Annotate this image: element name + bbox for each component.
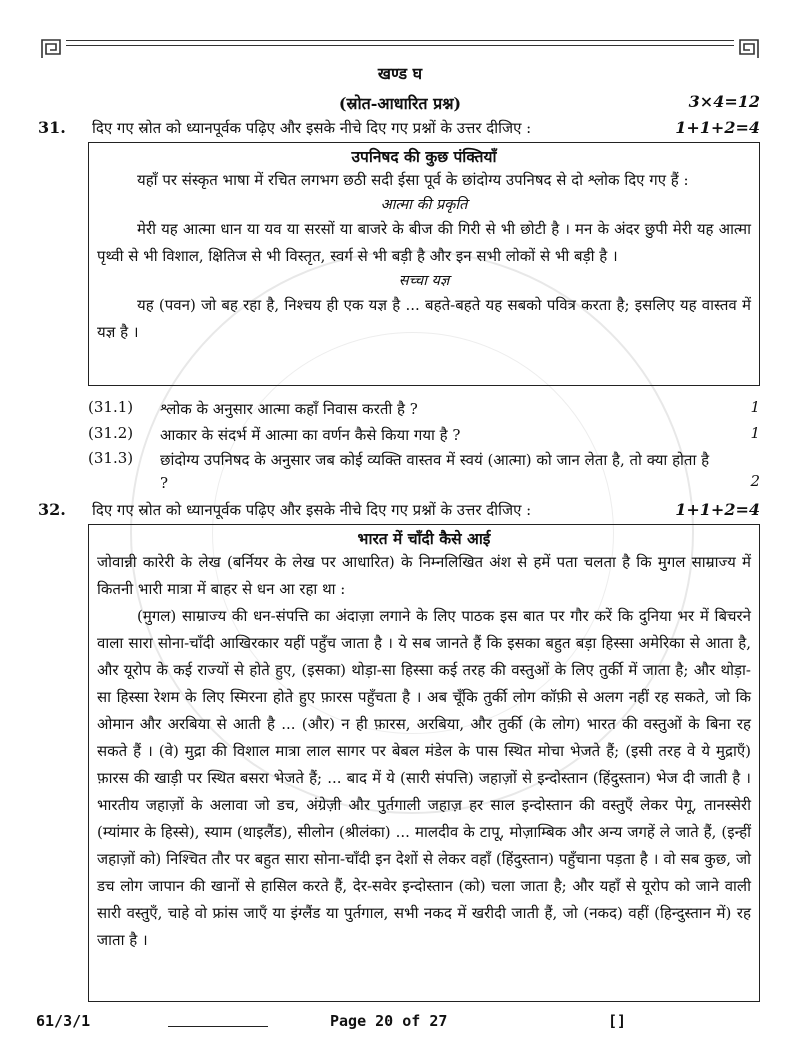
footer-blank-line xyxy=(168,1026,268,1027)
subquestion-text: आकार के संदर्भ में आत्मा का वर्णन कैसे किया गया है ? xyxy=(160,426,461,444)
subquestion-number: (31.3) xyxy=(88,449,134,467)
source-32-intro: जोवान्नी कारेरी के लेख (बर्नियर के लेख पर आधारित) के निम्नलिखित अंश से हमें पता चलता है कि मुगल साम्राज्य में कितनी भारी मात्रा में बाहर से धन आ रहा था : xyxy=(97,553,751,598)
source-31-sub2-title: सच्चा यज्ञ xyxy=(398,273,450,289)
greek-key-ornament-icon xyxy=(40,38,62,60)
source-31-sub2-text: यह (पवन) जो बह रहा है, निश्चय ही एक यज्ञ है ... बहते-बहते यह सबको पवित्र करता है; इसलिए यह वास्तव में यज्ञ है । xyxy=(97,296,751,341)
subquestion-marks: 2 xyxy=(750,472,760,490)
footer-paper-code: 61/3/1 xyxy=(36,1012,91,1030)
footer-brackets: [] xyxy=(608,1012,627,1030)
subquestion-marks: 1 xyxy=(750,424,760,442)
greek-key-ornament-icon xyxy=(738,38,760,60)
border-line xyxy=(66,40,734,41)
border-line xyxy=(66,45,734,46)
section-subtitle: (स्रोत-आधारित प्रश्न) xyxy=(338,94,462,113)
subquestion-marks: 1 xyxy=(750,398,760,416)
question-32-instruction: दिए गए स्रोत को ध्यानपूर्वक पढ़िए और इसके नीचे दिए गए प्रश्नों के उत्तर दीजिए : xyxy=(92,501,532,519)
question-32-marks: 1+1+2=4 xyxy=(675,500,760,519)
subquestion-number: (31.2) xyxy=(88,424,134,442)
source-31-sub1-text: मेरी यह आत्मा धान या यव या सरसों या बाजरे के बीज की गिरी से भी छोटी है । मन के अंदर छुपी मेरी यह आत्मा पृथ्वी से भी विशाल, क्षितिज से भी विस्तृत, स्वर्ग से भी बड़ी है और इन सभी लोकों से भी बड़ी है । xyxy=(97,220,751,265)
subquestion-number: (31.1) xyxy=(88,398,134,416)
subquestion-text: श्लोक के अनुसार आत्मा कहाँ निवास करती है ? xyxy=(160,400,418,418)
source-31-intro: यहाँ पर संस्कृत भाषा में रचित लगभग छठी सदी ईसा पूर्व के छांदोग्य उपनिषद से दो श्लोक दिए गए हैं : xyxy=(137,171,689,189)
question-31-marks: 1+1+2=4 xyxy=(675,118,760,137)
section-title: खण्ड घ xyxy=(377,64,423,83)
page-border-top xyxy=(40,38,760,50)
source-box-31 xyxy=(88,142,760,386)
source-31-sub1-title: आत्मा की प्रकृति xyxy=(380,197,468,213)
question-31-instruction: दिए गए स्रोत को ध्यानपूर्वक पढ़िए और इसके नीचे दिए गए प्रश्नों के उत्तर दीजिए : xyxy=(92,119,532,137)
subquestion-text: छांदोग्य उपनिषद के अनुसार जब कोई व्यक्ति वास्तव में स्वयं (आत्मा) को जान लेता है, तो क्या होता है ? xyxy=(160,451,710,492)
section-marks: 3×4=12 xyxy=(688,92,760,111)
source-box-32 xyxy=(88,524,760,1002)
source-32-body: (मुगल) साम्राज्य की धन-संपत्ति का अंदाज़ा लगाने के लिए पाठक इस बात पर गौर करें कि दुनिया भर में बिचरने वाला सारा सोना-चाँदी आखिरकार यहीं पहुँच जाता है । ये सब जानते हैं कि इसका बहुत बड़ा हिस्सा अमेरिका से आता है, और यूरोप के कई राज्यों से होते हुए, (इसका) थोड़ा-सा हिस्सा कई तरह की वस्तुओं के लिए तुर्की में जाता है; और थोड़ा-सा हिस्सा रेशम के लिए स्मिरना होते हुए फ़ारस पहुँचता है । अब चूँकि तुर्की लोग कॉफ़ी से अलग नहीं रह सकते, जो कि ओमान और अरबिया से आती है ... (और) न ही फ़ारस, अरबिया, और तुर्की (के लोग) भारत की वस्तुओं के बिना रह सकते हैं । (वे) मुद्रा की विशाल मात्रा लाल सागर पर बेबल मंडेल के पास स्थित मोचा भेजते हैं; (इसी तरह वे ये मुद्राएँ) फ़ारस की खाड़ी पर स्थित बसरा भेजते हैं; ... बाद में ये (सारी संपत्ति) जहाज़ों से इन्दोस्तान (हिंदुस्तान) भेज दी जाती है । भारतीय जहाज़ों के अलावा जो डच, अंग्रेज़ी और पुर्तगाली जहाज़ हर साल इन्दोस्तान की वस्तुएँ लेकर पेगू, तानस्सेरी (म्यांमार के हिस्से), स्याम (थाइलैंड), सीलोन (श्रीलंका) ... मालदीव के टापू, मोज़ाम्बिक और अन्य जगहें ले जाते हैं, (इन्हीं जहाज़ों को) निश्चित तौर पर बहुत सारा सोना-चाँदी इन देशों से लेकर वहाँ (हिंदुस्तान) पहुँचाना पड़ता है । वो सब कुछ, जो डच लोग जापान की खानों से हासिल करते हैं, देर-सवेर इन्दोस्तान (को) चला जाता है; और यहाँ से यूरोप को जाने वाली सारी वस्तुएँ, चाहे वो फ्रांस जाएँ या इंग्लैंड या पुर्तगाल, सभी नकद में खरीदी जाती हैं, जो (नकद) वहीं (हिन्दुस्तान में) रह जाता है । xyxy=(97,607,751,949)
question-32-number: 32. xyxy=(38,500,66,519)
question-31-number: 31. xyxy=(38,118,66,137)
source-31-title: उपनिषद की कुछ पंक्तियाँ xyxy=(351,147,497,166)
footer-page-number: Page 20 of 27 xyxy=(330,1012,448,1030)
source-32-title: भारत में चाँदी कैसे आई xyxy=(357,529,491,548)
